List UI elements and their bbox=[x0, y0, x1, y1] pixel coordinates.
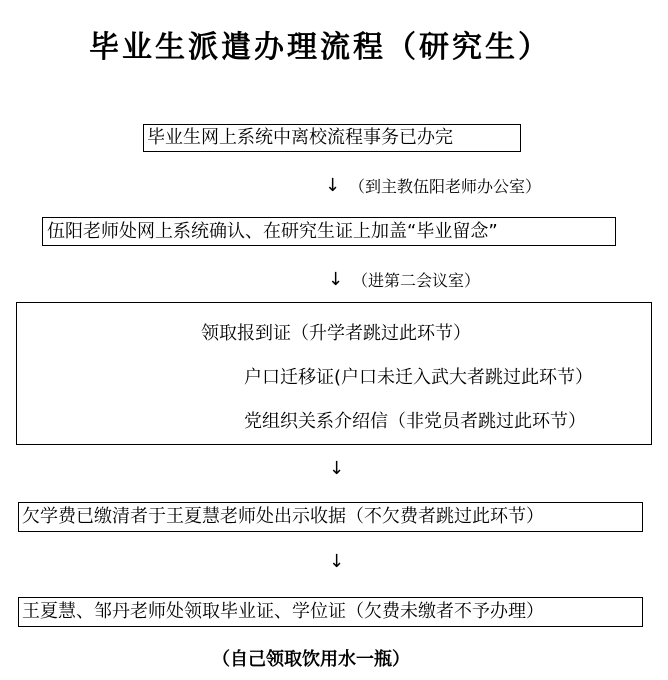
flow-arrow-4 bbox=[329, 553, 343, 571]
step-3-box bbox=[16, 302, 652, 445]
page-title: 毕业生派遣办理流程（研究生） bbox=[89, 30, 551, 65]
step-4-text: 欠学费已缴清者于王夏慧老师处出示收据（不欠费者跳过此环节） bbox=[22, 506, 544, 527]
step-3-line-2: 户口迁移证(户口未迁入武大者跳过此环节） bbox=[244, 367, 594, 388]
step-1-box bbox=[143, 124, 521, 152]
flow-arrow-3 bbox=[329, 460, 343, 478]
arrow-note-1: （到主教伍阳老师办公室） bbox=[349, 177, 542, 196]
step-4-box bbox=[18, 502, 643, 532]
down-arrow-icon: ↓ bbox=[328, 268, 344, 290]
arrow-note-2: （进第二会议室） bbox=[352, 271, 481, 290]
step-3-line-1: 领取报到证（升学者跳过此环节） bbox=[201, 323, 471, 344]
step-1-text: 毕业生网上系统中离校流程事务已办完 bbox=[147, 127, 453, 148]
step-5-text: 王夏慧、邹丹老师处领取毕业证、学位证（欠费未缴者不予办理） bbox=[22, 601, 544, 622]
step-2-text: 伍阳老师处网上系统确认、在研究生证上加盖“毕业留念” bbox=[47, 220, 498, 242]
flow-arrow-1 bbox=[325, 174, 541, 197]
down-arrow-icon: ↓ bbox=[329, 551, 345, 572]
step-5-box bbox=[18, 597, 643, 627]
step-2-box bbox=[42, 217, 616, 246]
flow-arrow-2 bbox=[328, 268, 480, 291]
footer-note: （自己领取饮用水一瓶） bbox=[212, 649, 410, 670]
step-3-line-3: 党组织关系介绍信（非党员者跳过此环节） bbox=[244, 411, 586, 432]
down-arrow-icon: ↓ bbox=[329, 458, 345, 479]
down-arrow-icon: ↓ bbox=[325, 174, 341, 196]
